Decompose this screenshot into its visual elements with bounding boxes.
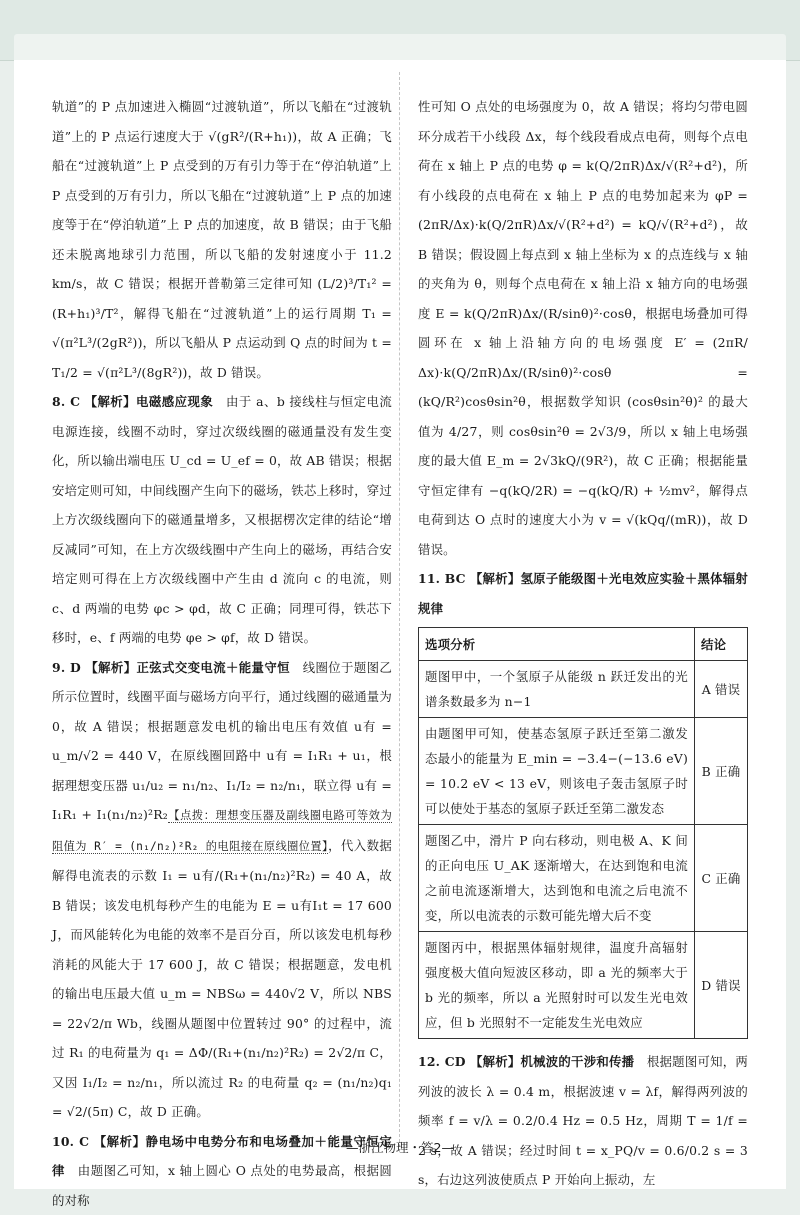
q9-text-2: ，代入数据解得电流表的示数 I₁ = u有/(R₁+(n₁/n₂)²R₂) = 40 A，故 B 错误；该发电机每秒产生的电能为 E = u有I₁t = 17 600 J，而风能转化为电能的效率不是百分百，所以该发电机每秒消耗的风能大于 17 600 J，故 C 错误；根据题意，发电机的输出电压最大值 u_m = NBSω = 440√2 V，所以 NBS = 22√2/π Wb，线圈从题图中位置转过 90° 的过程中，流过 R₁ 的电荷量为 q₁ = ΔΦ/(R₁+(n₁/n₂)²R₂) = 2√2/π C，又因 I₁/I₂ = n₂/n₁，所以流过 R₂ 的电荷量 q₂ = (n₁/n₂)q₁ = √2/(5π) C，故 D 正确。 <box>52 838 392 1120</box>
q12-number: 12. CD <box>418 1054 466 1069</box>
table-cell-analysis: 题图乙中，滑片 P 向右移动，则电极 A、K 间的正向电压 U_AK 逐渐增大，在达到饱和电流之前电流逐渐增大，达到饱和电流之后电流不变，所以电流表的示数可能先增大后不变 <box>419 825 695 932</box>
q9-tag: 【解析】 <box>85 660 136 675</box>
q12-text: 根据题图可知，两列波的波长 λ = 0.4 m，根据波速 v = λf，解得两列波的频率 f = v/λ = 0.2/0.4 Hz = 0.5 Hz，周期 T = 1/f = 2 s，故 A 错误；经过时间 t = x_PQ/v = 0.6/0.2 s = 3 s，右边这列波使质点 P 开始向上振动，左 <box>418 1054 748 1187</box>
q8-block <box>52 387 392 653</box>
table-header-result: 结论 <box>695 628 748 661</box>
table-cell-result: D 错误 <box>695 932 748 1039</box>
viewer-top-bar <box>0 0 800 61</box>
q10-topic: 静电场中电势分布和电场叠加＋能量守恒定律 <box>52 1134 392 1179</box>
table-row <box>419 932 748 1039</box>
q10-number: 10. C <box>52 1134 89 1149</box>
q8-number: 8. C <box>52 394 80 409</box>
q12-block <box>418 1047 748 1195</box>
q8-tag: 【解析】 <box>85 394 136 409</box>
left-column <box>52 92 392 1215</box>
q7-continuation: 轨道”的 P 点加速进入椭圆“过渡轨道”，所以飞船在“过渡轨道”上的 P 点运行速度大于 √(gR²/(R+h₁))，故 A 正确；飞船在“过渡轨道”上 P 点受到的万有引力等于在“停泊轨道”上 P 点受到的万有引力，所以飞船在“过渡轨道”上 P 点的加速度等于在“停泊轨道”上 P 点的加速度，故 B 错误；由于飞船还未脱离地球引力范围，所以飞船的发射速度小于 11.2 km/s，故 C 错误；根据开普勒第三定律可知 (L/2)³/T₁² = (R+h₁)³/T²，解得飞船在“过渡轨道”上的运行周期 T₁ = √(π²L³/(2gR²))，所以飞船从 P 点运动到 Q 点的时间为 t = T₁/2 = √(π²L³/(8gR²))，故 D 错误。 <box>52 92 392 387</box>
q10-tag: 【解析】 <box>94 1134 146 1149</box>
q11-number: 11. BC <box>418 571 466 586</box>
page-footer: —浙江物理・答2— <box>0 1138 800 1156</box>
q8-topic: 电磁感应现象 <box>136 394 213 409</box>
right-column <box>418 92 748 1195</box>
q8-text: 由于 a、b 接线柱与恒定电流电源连接，线圈不动时，穿过次级线圈的磁通量没有发生变化，所以输出端电压 U_cd = U_ef = 0，故 AB 错误；根据安培定则可知，中间线圈产生向下的磁场，铁芯上移时，穿过上方次级线圈向下的磁通量增多，又根据楞次定律的结论“增反减同”可知，在上方次级线圈中产生向上的磁场，再结合安培定则可得在上方次级线圈中产生由 d 流向 c 的电流，则 c、d 两端的电势 φc > φd，故 C 正确；同理可得，铁芯下移时，e、f 两端的电势 φe > φf，故 D 错误。 <box>52 394 392 645</box>
table-cell-result: A 错误 <box>695 661 748 718</box>
viewer-tab-strip <box>14 34 786 60</box>
q9-topic: 正弦式交变电流＋能量守恒 <box>136 660 289 675</box>
q9-block <box>52 653 392 1127</box>
q12-tag: 【解析】 <box>470 1054 521 1069</box>
table-cell-analysis: 题图丙中，根据黑体辐射规律，温度升高辐射强度极大值向短波区移动，即 a 光的频率大于 b 光的频率，所以 a 光照射时可以发生光电效应，但 b 光照射不一定能发生光电效应 <box>419 932 695 1039</box>
table-header-row <box>419 628 748 661</box>
q9-text: 线圈位于题图乙所示位置时，线圈平面与磁场方向平行，通过线圈的磁通量为 0，故 A 错误；根据题意发电机的输出电压有效值 u有 = u_m/√2 = 440 V，在原线圈回路中 u有 = I₁R₁ + u₁，根据理想变压器 u₁/u₂ = n₁/n₂、I₁/I₂ = n₂/n₁，联立得 u有 = I₁R₁ + I₁(n₁/n₂)²R₂ <box>52 660 392 823</box>
table-row <box>419 718 748 825</box>
q11-topic: 氢原子能级图＋光电效应实验＋黑体辐射规律 <box>418 571 748 616</box>
q11-heading <box>418 564 748 623</box>
column-divider <box>399 72 400 1152</box>
table-cell-result: C 正确 <box>695 825 748 932</box>
table-cell-result: B 正确 <box>695 718 748 825</box>
q10-continuation: 性可知 O 点处的电场强度为 0，故 A 错误；将均匀带电圆环分成若干小线段 Δx，每个线段看成点电荷，则每个点电荷在 x 轴上 P 点的电势 φ = k(Q/2πR)Δx/√(R²+d²)，所有小线段的点电荷在 x 轴上 P 点的电势加起来为 φP = (2πR/Δx)·k(Q/2πR)Δx/√(R²+d²) = kQ/√(R²+d²)，故 B 错误；假设圆上每点到 x 轴上坐标为 x 的点连线与 x 轴的夹角为 θ，则每个点电荷在 x 轴上沿 x 轴方向的电场强度 E = k(Q/2πR)Δx/(R/sinθ)²·cosθ，根据电场叠加可得圆环在 x 轴上沿轴方向的电场强度 E′ = (2πR/Δx)·k(Q/2πR)Δx/(R/sinθ)²·cosθ = (kQ/R²)cosθsin²θ，根据数学知识 (cosθsin²θ)² 的最大值为 4/27，则 cosθsin²θ = 2√3/9，所以 x 轴上电场强度的最大值 E_m = 2√3kQ/(9R²)，故 C 正确；根据能量守恒定律有 −q(kQ/2R) = −q(kQ/R) + ½mv²，解得点电荷到达 O 点时的速度大小为 v = √(kQq/(mR))，故 D 错误。 <box>418 92 748 564</box>
q12-topic: 机械波的干涉和传播 <box>521 1054 635 1069</box>
q9-number: 9. D <box>52 660 81 675</box>
table-row <box>419 825 748 932</box>
table-cell-analysis: 题图甲中，一个氢原子从能级 n 跃迁发出的光谱条数最多为 n−1 <box>419 661 695 718</box>
q11-analysis-table <box>418 627 748 1039</box>
table-cell-analysis: 由题图甲可知，使基态氢原子跃迁至第二激发态最小的能量为 E_min = −3.4−(−13.6 eV) = 10.2 eV < 13 eV，则该电子轰击氢原子时可以使处于基态的氢原子跃迁至第二激发态 <box>419 718 695 825</box>
q10-text: 由题图乙可知，x 轴上圆心 O 点处的电势最高，根据圆的对称 <box>52 1163 392 1208</box>
table-header-analysis: 选项分析 <box>419 628 695 661</box>
q9-note: 【点拨：理想变压器及副线圈电路可等效为阻值为 R′ = (n₁/n₂)²R₂ 的电阻接在原线圈位置】 <box>52 809 392 854</box>
table-row <box>419 661 748 718</box>
q11-tag: 【解析】 <box>470 571 521 586</box>
